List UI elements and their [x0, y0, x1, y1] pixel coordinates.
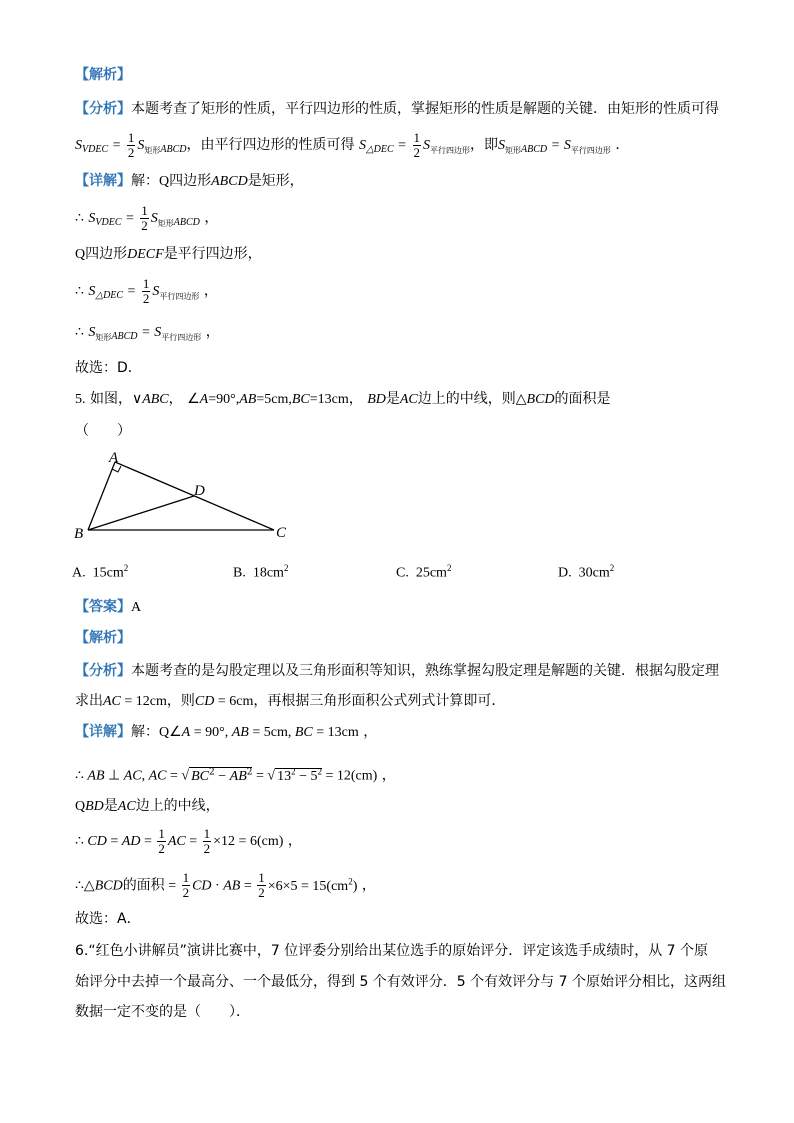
label-c: C [276, 525, 287, 541]
triangle-figure [70, 448, 300, 548]
analysis-header: 【解析】 [75, 67, 131, 83]
q5-answer: 【答案】A [75, 599, 142, 615]
fraction-half: $\frac{1}{2}$ [127, 129, 135, 160]
q4-detail-line1: 【详解】解：Q四边形ABCD是矩形， [75, 173, 304, 189]
side-ab [88, 462, 115, 530]
q4-choose: 故选：D． [75, 360, 142, 376]
q5-paren: （ ） [75, 423, 131, 439]
q5-detail-line4: ∴ CD = AD = $\frac{1}{2}$ AC = $\frac{1}{2}$ ×12 = 6(cm) ， [75, 825, 302, 856]
q5-analysis-line1: 【分析】本题考查的是勾股定理以及三角形面积等知识，熟练掌握勾股定理是解题的关键．根据勾股定理 [75, 663, 719, 679]
q5-analysis-line2: 求出AC = 12cm，则CD = 6cm，再根据三角形面积公式列式计算即可． [75, 693, 506, 709]
option-b[interactable]: B. $18cm^2$ [233, 563, 289, 581]
q5-choose: 故选：A． [75, 911, 141, 927]
q4-detail-line4: ∴ $S_{\triangle DEC}$ = $\frac{1}{2}$ $S_{平行四边形}$ ， [75, 275, 218, 306]
answer-label: 【答案】 [75, 599, 131, 615]
analysis-label: 【分析】 [75, 101, 131, 117]
q4-analysis-line2: $S_{VDEC}$ = $\frac{1}{2}$ $S_{矩形ABCD}$，由平行四边形的性质可得 $S_{\triangle DEC}$ = $\frac{1}{2}$ $S_{平行四边形}$，即$S_{矩形ABCD} = S_{平行四边形}$ ． [75, 129, 630, 160]
detail-label: 【详解】 [75, 173, 131, 189]
q5-detail-line3: QBD是AC边上的中线， [75, 798, 220, 814]
q6-line3: 数据一定不变的是（ ）． [75, 1004, 250, 1020]
option-c[interactable]: C. $25cm^2$ [396, 563, 452, 581]
q4-detail-line2: ∴ $S_{VDEC}$ = $\frac{1}{2}$ $S_{矩形ABCD}$ ， [75, 202, 219, 233]
label-d: D [194, 483, 205, 499]
q4-analysis-text: 本题考查了矩形的性质，平行四边形的性质，掌握矩形的性质是解题的关键．由矩形的性质可得 [131, 101, 719, 117]
q6-line2: 始评分中去掉一个最高分、一个最低分，得到 5 个有效评分．5 个有效评分与 7 个原始评分相比，这两组 [75, 974, 726, 990]
q4-detail-line5: ∴ $S_{矩形ABCD} = S_{平行四边形}$ ， [75, 324, 220, 342]
option-a[interactable]: A. $15cm^2$ [72, 563, 129, 581]
q5-analysis-header: 【解析】 [75, 630, 131, 646]
label-b: B [74, 526, 84, 542]
median-bd [88, 496, 194, 530]
q5-detail-line1: 【详解】解：Q∠A = 90°, AB = 5cm, BC = 13cm ， [75, 724, 378, 740]
q5-detail-line5: ∴△BCD的面积 = $\frac{1}{2}$ CD · AB = $\frac{1}{2}$ $\times 6\times 5 = 15(cm^2)$ ， [75, 870, 376, 901]
q5-detail-line2: ∴ AB ⊥ AC, AC = √ $BC^2 - AB^2$ = √ $13^2 - 5^2 = 12(cm)$ ， [75, 766, 396, 784]
q5-stem: 5. 如图，∨ABC， ∠A=90°,AB=5cm,BC=13cm， BD是AC边上的中线，则△BCD的面积是 [75, 391, 611, 407]
label-a: A [109, 450, 119, 466]
option-d[interactable]: D. $30cm^2$ [558, 563, 615, 581]
q6-line1: 6.“红色小讲解员”演讲比赛中，7 位评委分别给出某位选手的原始评分．评定该选手成绩时，从 7 个原 [75, 943, 709, 959]
q4-detail-line3: Q四边形DECF是平行四边形， [75, 246, 262, 262]
q4-analysis-line1 [75, 100, 719, 118]
